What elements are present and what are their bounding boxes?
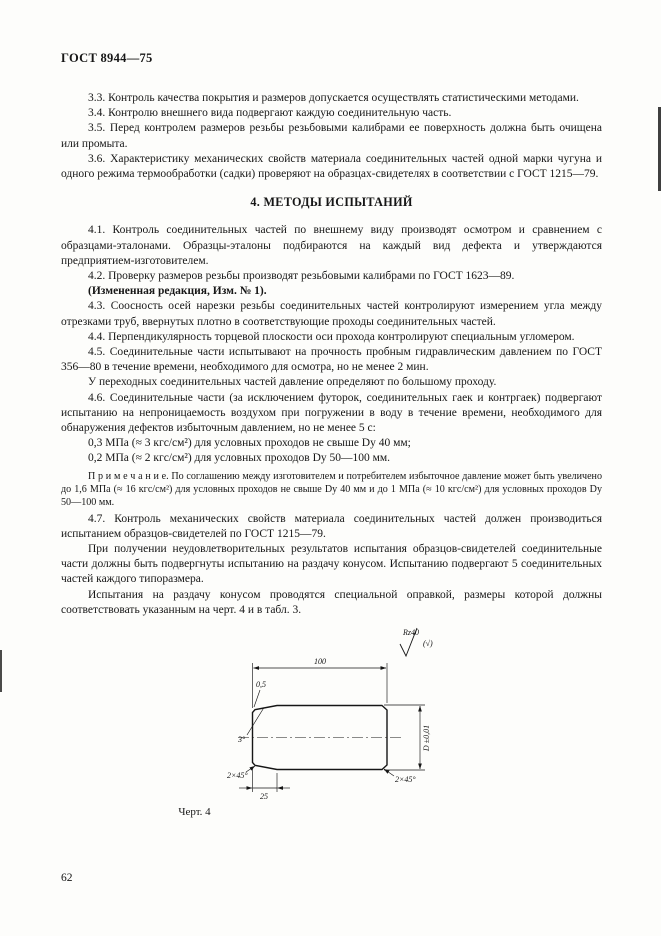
paragraph-3-6: 3.6. Характеристику механических свойств материала соединительных частей одной марки чугуна и одного режима термообработки (садки) проверяют на образцах-свидетелях в соответствии с ГОСТ 1215—79. [61,152,602,181]
paragraph-3-4: 3.4. Контролю внешнего вида подвергают каждую соединительную часть. [88,107,452,120]
dim-taper-length-label: 25 [260,791,268,801]
paragraph-4-5b: У переходных соединительных частей давление определяют по большому проходу. [88,376,497,389]
dim-length-label: 100 [314,656,326,666]
dim-chamfer-left-label: 2×45° [227,770,248,780]
paragraph-3-5: 3.5. Перед контролем размеров резьбы резьбовыми калибрами ее поверхность должна быть очищена или промыта. [61,122,602,150]
dimension-radius [254,680,266,707]
paragraph-4-7c: Испытания на раздачу конусом проводятся специальной оправкой, размеры которой должны соответствовать указанным на черт. 4 и в табл. 3. [61,588,602,616]
dimension-taper-angle [237,707,264,744]
dim-radius-label: 0,5 [256,679,266,689]
paragraph-4-2: 4.2. Проверку размеров резьбы производят резьбовыми калибрами по ГОСТ 1623—89. [88,270,515,283]
paragraph-4-1: 4.1. Контроль соединительных частей по внешнему виду производят осмотром и сравнением с образцами-эталонами. Образцы-эталоны подбираются на каждый вид дефекта и утверждаются предприятием-изготовителем. [61,224,602,267]
paragraph-note: П р и м е ч а н и е. По соглашению между изготовителем и потребителем избыточное давление может быть увеличено до 1,6 МПа (≈ 16 кгс/см²) для условных проходов не свыше Dу 40 мм и до 1 МПа (≈ 10 кгс/см²) для условных проходов Dу 50—100 мм. [61,470,602,509]
paragraph-4-3: 4.3. Соосность осей нарезки резьбы соединительных частей контролируют измерением угла между отрезками труб, ввернутых плотно в соответствующие проходы соединительных частей. [61,300,602,328]
paragraph-pressure-2: 0,2 МПа (≈ 2 кгс/см²) для условных проходов Dу 50—100 мм. [88,452,391,465]
dimension-length [253,657,388,708]
scan-artifact-left [0,650,2,692]
figure-drawing [227,625,472,805]
page-content [61,91,602,820]
figure-caption: Черт. 4 [178,805,211,818]
roughness-rest-mark: (√) [423,638,433,648]
paragraph-amendment: (Измененная редакция, Изм. № 1). [88,285,267,298]
paragraph-4-7b: При получении неудовлетворительных результатов испытания образцов-свидетелей соединительные части должны быть подвергнуты испытанию на раздачу конусом. Испытанию подвергают 5 соединительных частей каждого типоразмера. [61,542,602,586]
paragraph-4-7: 4.7. Контроль механических свойств материала соединительных частей должен производиться испытанием образцов-свидетелей по ГОСТ 1215—79. [61,512,602,540]
paragraph-4-5: 4.5. Соединительные части испытывают на прочность пробным гидравлическим давлением по ГОСТ 356—80 в течение времени, необходимого для осмотра, но не менее 2 мин. [61,346,602,374]
section-heading: 4. МЕТОДЫ ИСПЫТАНИЙ [250,195,413,210]
figure [61,625,602,820]
dim-diameter-label: D ±0,01 [422,724,431,752]
dimension-chamfer-right [384,769,416,784]
dim-angle-label: 3° [238,734,246,744]
paragraph-4-6: 4.6. Соединительные части (за исключением футорок, соединительных гаек и контргаек) подвергают испытанию на непроницаемость воздухом при погружении в воду в течение времени, необходимого для обнаружения дефектов избыточным давлением, но не менее 5 с: [61,391,602,435]
paragraph-4-4: 4.4. Перпендикулярность торцевой плоскости оси прохода контролируют специальным угломером. [88,330,575,343]
roughness-mark-icon [400,628,433,656]
paragraph-pressure-1: 0,3 МПа (≈ 3 кгс/см²) для условных проходов не свыше Dу 40 мм; [88,437,411,450]
paragraph-3-3: 3.3. Контроль качества покрытия и размеров допускается осуществлять статистическими методами. [88,92,579,104]
doc-number: ГОСТ 8944—75 [61,51,153,65]
page-number: 62 [61,872,73,884]
dimension-chamfer-left [227,766,255,780]
roughness-value: Rz40 [403,627,419,637]
dim-chamfer-right-label: 2×45° [395,774,416,784]
